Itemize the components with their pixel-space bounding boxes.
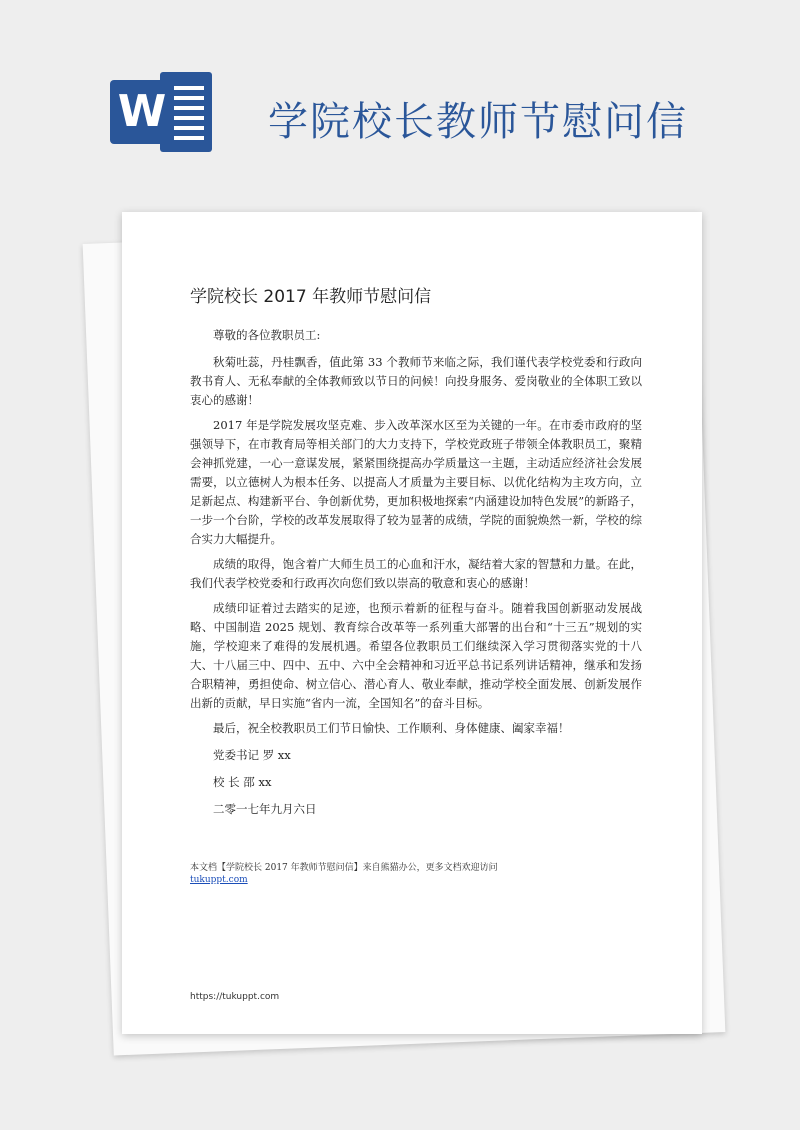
letter-date: 二零一七年九月六日 xyxy=(213,802,317,816)
paragraph-1: 秋菊吐蕊，丹桂飘香，值此第 33 个教师节来临之际，我们谨代表学校党委和行政向教书育人、无私奉献的全体教师致以节日的问候！向投身服务、爱岗敬业的全体职工致以衷心的感谢！ xyxy=(190,355,642,407)
paragraph-5: 最后，祝全校教职员工们节日愉快、工作顺利、身体健康、阖家幸福！ xyxy=(213,721,570,735)
banner xyxy=(0,0,800,200)
document-page xyxy=(122,212,702,1034)
document-title: 学院校长 2017 年教师节慰问信 xyxy=(190,287,432,307)
salutation: 尊敬的各位教职员工: xyxy=(213,328,321,342)
word-logo-letter: W xyxy=(117,86,167,137)
signature-party-secretary: 党委书记 罗 xx xyxy=(213,748,291,762)
footnote-link[interactable]: tukuppt.com xyxy=(190,875,248,885)
bottom-url[interactable]: https://tukuppt.com xyxy=(190,992,280,1002)
footnote-text: 本文档【学院校长 2017 年教师节慰问信】来自熊猫办公，更多文档欢迎访问 xyxy=(190,863,498,873)
paragraph-2: 2017 年是学院发展攻坚克难、步入改革深水区至为关键的一年。在市委市政府的坚强领导下，在市教育局等相关部门的大力支持下，学校党政班子带领全体教职员工，聚精会神抓党建，一心一意谋发展，紧紧围绕提高办学质量这一主题，主动适应经济社会发展需要，以立德树人为根本任务、以提高人才质量为主要目标、以优化结构为主攻方向，立足新起点、构建新平台、争创新优势，更加积极地探索“内涵建设加特色发展”的新路子，一步一个台阶，学校的改革发展取得了较为显著的成绩，学院的面貌焕然一新，学校的综合实力大幅提升。 xyxy=(190,418,642,546)
source-footnote xyxy=(190,862,650,886)
paragraph-3: 成绩的取得，饱含着广大师生员工的心血和汗水，凝结着大家的智慧和力量。在此，我们代表学校党委和行政再次向您们致以崇高的敬意和衷心的感谢！ xyxy=(190,557,642,590)
document-body xyxy=(190,326,642,827)
banner-title: 学院校长教师节慰问信 xyxy=(268,99,688,145)
signature-president: 校 长 邵 xx xyxy=(213,775,272,789)
paragraph-4: 成绩印证着过去踏实的足迹，也预示着新的征程与奋斗。随着我国创新驱动发展战略、中国制造 2025 规划、教育综合改革等一系列重大部署的出台和“十三五”规划的实施，学校迎来了难得的发展机遇。希望各位教职员工们继续深入学习贯彻落实党的十八大、十八届三中、四中、五中、六中全会精神和习近平总书记系列讲话精神，继承和发扬合职精神，勇担使命、树立信心、潜心育人、敬业奉献，推动学校全面发展、创新发展作出新的贡献，早日实施“省内一流，全国知名”的奋斗目标。 xyxy=(190,601,642,710)
word-icon xyxy=(110,72,220,152)
